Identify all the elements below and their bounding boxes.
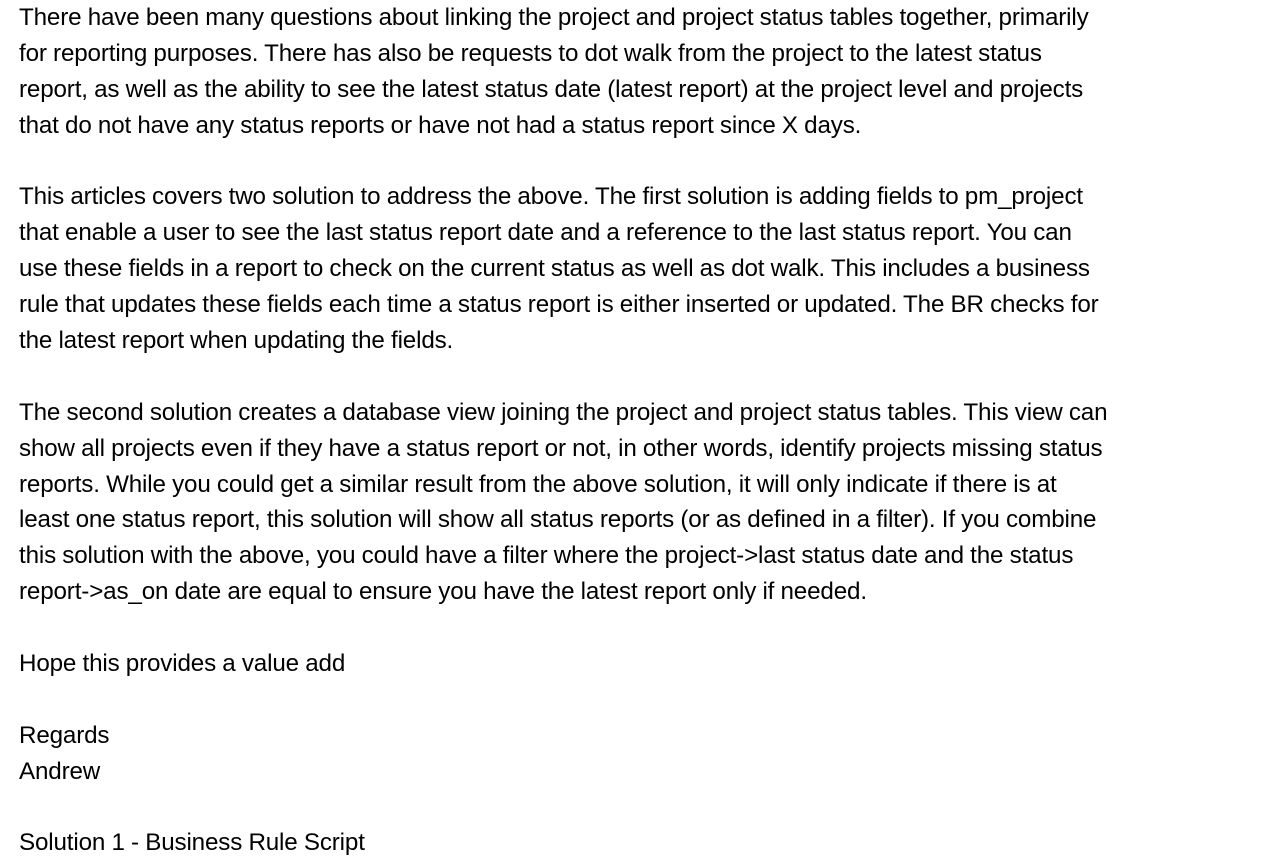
text-line: There have been many questions about linking the project and project status tables together, primarily (19, 4, 1089, 31)
text-line: The second solution creates a database view joining the project and project status tables. This view can (19, 398, 1108, 426)
paragraph-spacer (19, 359, 1281, 395)
text-line: use these fields in a report to check on the current status as well as dot walk. This includes a business (19, 255, 1090, 283)
text-line: reports. While you could get a similar result from the above solution, it will only indicate if there is at (19, 470, 1057, 498)
text-line: least one status report, this solution will show all status reports (or as defined in a filter). If you combine (19, 506, 1097, 534)
document-body (19, 0, 1281, 861)
section-heading: Solution 1 - Business Rule Script (19, 829, 365, 857)
paragraph-solution-one (19, 179, 1281, 358)
text-line: that do not have any status reports or have not had a status report since X days. (19, 111, 862, 139)
paragraph-spacer (19, 144, 1281, 180)
paragraph-solution-two (19, 395, 1281, 610)
text-line: rule that updates these fields each time a status report is either inserted or updated. The BR checks for (19, 291, 1099, 319)
text-line: This articles covers two solution to address the above. The first solution is adding fields to pm_project (19, 183, 1083, 211)
text-line: show all projects even if they have a status report or not, in other words, identify projects missing status (19, 434, 1103, 462)
text-line: report, as well as the ability to see the latest status date (latest report) at the project level and projects (19, 75, 1084, 103)
paragraph-intro (19, 0, 1281, 144)
text-line: report->as_on date are equal to ensure you have the latest report only if needed. (19, 578, 867, 606)
text-line: that enable a user to see the last status report date and a reference to the last status report. You can (19, 219, 1072, 247)
text-line: this solution with the above, you could have a filter where the project->last status date and the status (19, 542, 1074, 570)
paragraph-spacer (19, 682, 1281, 718)
signoff-author: Andrew (19, 757, 101, 785)
text-line: for reporting purposes. There has also be requests to dot walk from the project to the latest status (19, 39, 1042, 67)
signoff-regards: Regards (19, 721, 110, 749)
paragraph-spacer (19, 790, 1281, 826)
paragraph-spacer (19, 610, 1281, 646)
text-line: the latest report when updating the fields. (19, 327, 454, 355)
closing-line: Hope this provides a value add (19, 650, 346, 678)
